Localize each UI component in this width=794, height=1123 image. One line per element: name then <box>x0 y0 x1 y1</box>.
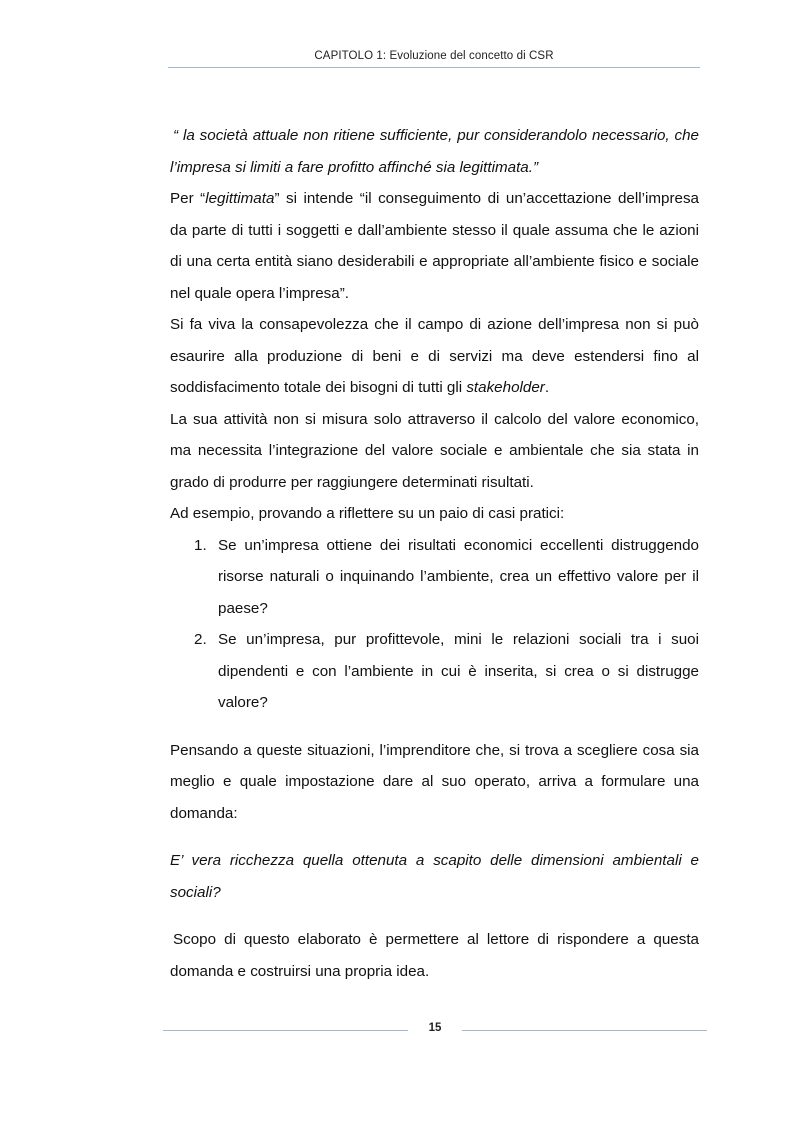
cases-list <box>170 530 699 719</box>
definition-paragraph <box>170 183 699 309</box>
definition-term: legittimata <box>205 190 275 207</box>
question-paragraph: E’ vera ricchezza quella ottenuta a scapito delle dimensioni ambientali e sociali? <box>170 852 699 901</box>
definition-prefix: Per “ <box>170 190 206 207</box>
example-intro: Ad esempio, provando a riflettere su un paio di casi pratici: <box>170 505 565 522</box>
footer-rule-right <box>462 1030 707 1031</box>
running-header: CAPITOLO 1: Evoluzione del concetto di CSR <box>314 50 554 62</box>
page-body <box>170 120 699 987</box>
reflection-paragraph: Pensando a queste situazioni, l’imprenditore che, si trova a scegliere cosa sia meglio e quale impostazione dare al suo operato, arriva a formulare una domanda: <box>170 741 699 822</box>
header-rule <box>168 67 700 68</box>
activity-paragraph: La sua attività non si misura solo attraverso il calcolo del valore economico, ma necessita l’integrazione del valore sociale e ambientale che sia stata in grado di produrre per raggiungere determinati risultati. <box>170 410 699 491</box>
list-item-number: 2. <box>194 631 207 648</box>
definition-text: ” si intende “il conseguimento di un’accettazione dell’impresa da parte di tutti i soggetti e dall’ambiente stesso il quale assuma che le azioni di una certa entità siano desiderabili e appropriate all’ambiente fisico e sociale nel quale opera l’impresa”. <box>170 190 699 302</box>
awareness-term: stakeholder <box>466 379 545 396</box>
footer-rule-left <box>163 1030 408 1031</box>
spacer <box>170 829 699 845</box>
page-number: 15 <box>428 1022 442 1034</box>
spacer <box>170 908 699 924</box>
awareness-end: . <box>544 379 550 396</box>
spacer <box>170 719 699 735</box>
list-item-text: Se un’impresa ottiene dei risultati economici eccellenti distruggendo risorse naturali o inquinando l’ambiente, crea un effettivo valore per il paese? <box>218 536 699 617</box>
list-item-text: Se un’impresa, pur profittevole, mini le relazioni sociali tra i suoi dipendenti e con l’ambiente in cui è inserita, si crea o si distrugge valore? <box>218 631 699 711</box>
awareness-text: Si fa viva la consapevolezza che il campo di azione dell’impresa non si può esaurire alla produzione di beni e di servizi ma deve estendersi fino al soddisfacimento totale dei bisogni di tutti gli <box>170 316 699 396</box>
conclusion-paragraph: Scopo di questo elaborato è permettere al lettore di rispondere a questa domanda e costruirsi una propria idea. <box>170 931 699 980</box>
list-item <box>170 624 699 719</box>
opening-quote: “ la società attuale non ritiene sufficiente, pur considerandolo necessario, che l’impresa si limiti a fare profitto affinché sia legittimata.” <box>170 127 699 176</box>
awareness-paragraph <box>170 309 699 404</box>
list-item-number: 1. <box>194 536 207 554</box>
list-item <box>170 530 699 625</box>
